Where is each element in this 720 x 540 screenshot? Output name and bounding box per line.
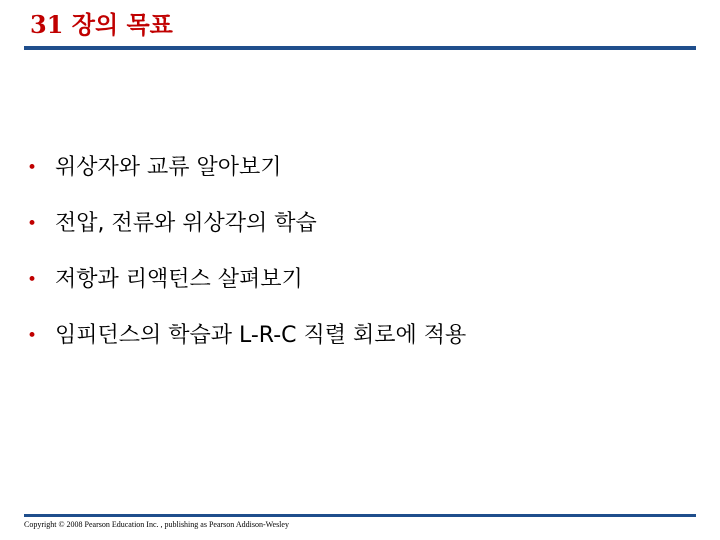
bullet-icon: •: [27, 158, 38, 178]
copyright-footer: Copyright © 2008 Pearson Education Inc. , publishing as Pearson Addison-Wesley: [24, 520, 289, 529]
footer-divider: [24, 514, 696, 517]
list-item-text: 임피던스의 학습과 L-R-C 직렬 회로에 적용: [55, 323, 467, 348]
list-item: [24, 150, 466, 206]
list-item: [24, 318, 466, 374]
bullet-icon: •: [27, 326, 38, 346]
list-item: [24, 262, 466, 318]
slide-title: 31 장의 목표: [30, 10, 173, 39]
title-divider: [24, 46, 696, 50]
bullet-icon: •: [27, 214, 38, 234]
list-item: [24, 206, 466, 262]
objectives-list: [24, 150, 466, 374]
list-item-text: 위상자와 교류 알아보기: [55, 155, 282, 180]
list-item-text: 저항과 리액턴스 살펴보기: [55, 267, 303, 292]
bullet-icon: •: [27, 270, 38, 290]
list-item-text: 전압, 전류와 위상각의 학습: [55, 211, 317, 236]
